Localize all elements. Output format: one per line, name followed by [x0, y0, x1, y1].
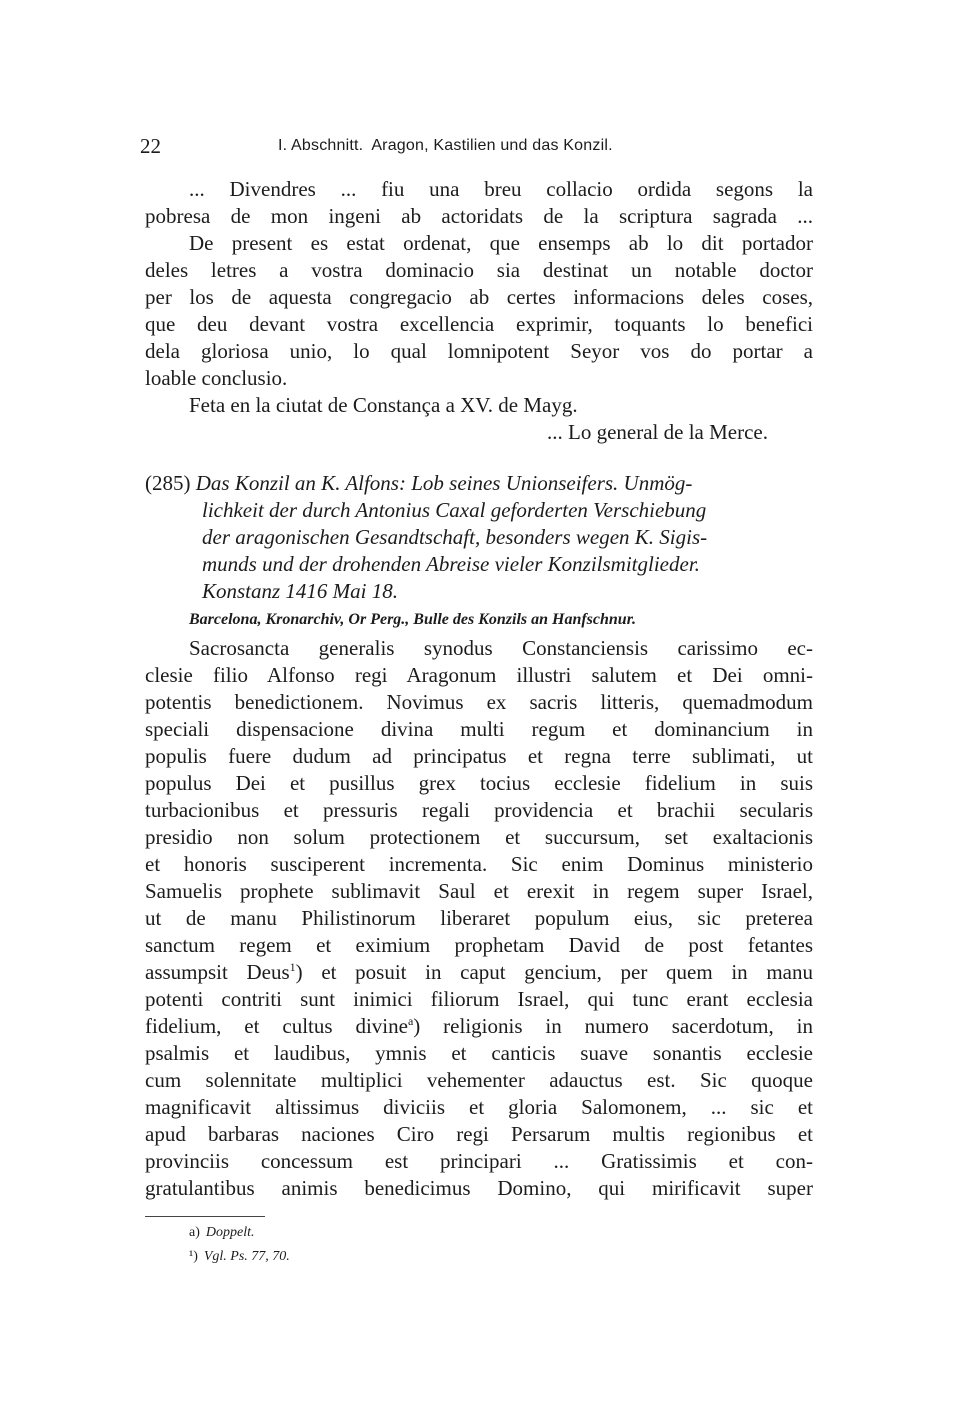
- text-line: presidio non solum protectionem et succursum, set exaltacionis: [145, 825, 813, 849]
- heading-date: Konstanz 1416 Mai 18.: [202, 579, 399, 603]
- text-line: [145, 1013, 813, 1040]
- footnote-mark: a): [189, 1225, 200, 1240]
- text-fragment: ) et posuit in caput gencium, per quem in manu: [295, 960, 813, 984]
- page-number: 22: [140, 134, 161, 158]
- heading-text: Das Konzil an K. Alfons: Lob seines Unionseifers. Unmög-: [195, 471, 693, 495]
- document-page: [140, 130, 813, 1269]
- text-line: Samuelis prophete sublimavit Saul et erexit in regem super Israel,: [145, 879, 813, 903]
- letter-line: loable conclusio.: [145, 366, 288, 390]
- document-text: [145, 635, 813, 1202]
- text-line: turbacionibus et pressuris regali providencia et brachii secularis: [145, 798, 813, 822]
- text-line: magnificavit altissimus diviciis et gloria Salomonem, ... sic et: [145, 1095, 813, 1119]
- text-line: speciali dispensacione divina multi regum et dominancium in: [145, 717, 813, 741]
- letter-line: dela gloriosa unio, lo qual lomnipotent Seyor vos do portar a: [145, 339, 813, 363]
- text-line: populus Dei et pusillus grex tocius ecclesie fidelium in suis: [145, 771, 813, 795]
- letter-line: que deu devant vostra excellencia exprimir, toquants lo benefici: [145, 312, 813, 336]
- footnote: [145, 1221, 813, 1245]
- footnote-text: Doppelt.: [205, 1225, 255, 1240]
- running-head: [140, 130, 813, 162]
- text-line: clesie filio Alfonso regi Aragonum illustri salutem et Dei omni-: [145, 663, 813, 687]
- text-line: gratulantibus animis benedicimus Domino, qui mirificavit super: [145, 1176, 813, 1200]
- letter-line: deles letres a vostra dominacio sia destinat un notable doctor: [145, 258, 813, 282]
- heading-line: [145, 470, 813, 497]
- text-line: [145, 959, 813, 986]
- running-title: [278, 130, 613, 162]
- footnote-divider: [145, 1216, 265, 1217]
- section-label: I. Abschnitt.: [278, 137, 364, 154]
- document-number: (285): [145, 471, 191, 495]
- text-line: Sacrosancta generalis synodus Constanciensis carissimo ec-: [189, 636, 813, 660]
- text-line: populis fuere dudum ad principatus et regna terre sublimati, ut: [145, 744, 813, 768]
- document-heading: [145, 470, 813, 605]
- archival-source: Barcelona, Kronarchiv, Or Perg., Bulle des Konzils an Hanfschnur.: [189, 611, 637, 628]
- text-line: ut de manu Philistinorum liberaret populum eius, sic preterea: [145, 906, 813, 930]
- text-line: potenti contriti sunt inimici filiorum Israel, qui tunc erant ecclesia: [145, 987, 813, 1011]
- text-fragment: fidelium, et cultus divine: [145, 1014, 408, 1038]
- text-line: potentis benedictionem. Novimus ex sacris litteris, quemadmodum: [145, 690, 813, 714]
- footnote-text: Vgl. Ps. 77, 70.: [203, 1249, 290, 1264]
- letter-line: De present es estat ordenat, que ensemps ab lo dit portador: [189, 231, 813, 255]
- heading-line: munds und der drohenden Abreise vieler Konzilsmitglieder.: [202, 552, 700, 576]
- text-line: psalmis et laudibus, ymnis et canticis suave sonantis ecclesie: [145, 1041, 813, 1065]
- text-fragment: ) religionis in numero sacerdotum, in: [413, 1014, 813, 1038]
- footnote-ref: 1: [289, 960, 296, 974]
- text-line: sanctum regem et eximium prophetam David de post fetantes: [145, 933, 813, 957]
- letter-excerpt: [145, 176, 813, 446]
- text-fragment: assumpsit Deus: [145, 960, 290, 984]
- footnote-mark: ¹): [189, 1249, 198, 1264]
- chapter-title: Aragon, Kastilien und das Konzil.: [371, 137, 613, 154]
- text-line: apud barbaras naciones Ciro regi Persarum multis regionibus et: [145, 1122, 813, 1146]
- footnote: [145, 1245, 813, 1269]
- text-line: cum solennitate multiplici vehementer adauctus est. Sic quoque: [145, 1068, 813, 1092]
- text-line: provinciis concessum est principari ... Gratissimis et con-: [145, 1149, 813, 1173]
- heading-line: der aragonischen Gesandtschaft, besonders wegen K. Sigis-: [202, 525, 708, 549]
- letter-line: ... Divendres ... fiu una breu collacio ordida segons la: [189, 177, 813, 201]
- letter-line: per los de aquesta congregacio ab certes informacions deles coses,: [145, 285, 813, 309]
- text-line: et honoris susciperent incrementa. Sic enim Dominus ministerio: [145, 852, 813, 876]
- letter-signature: ... Lo general de la Merce.: [547, 420, 768, 444]
- footnote-ref: a: [407, 1014, 414, 1028]
- letter-date: Feta en la ciutat de Constança a XV. de Mayg.: [189, 393, 578, 417]
- heading-line: lichkeit der durch Antonius Caxal geforderten Verschiebung: [202, 498, 707, 522]
- letter-line: pobresa de mon ingeni ab actoridats de la scriptura sagrada ...: [145, 204, 813, 228]
